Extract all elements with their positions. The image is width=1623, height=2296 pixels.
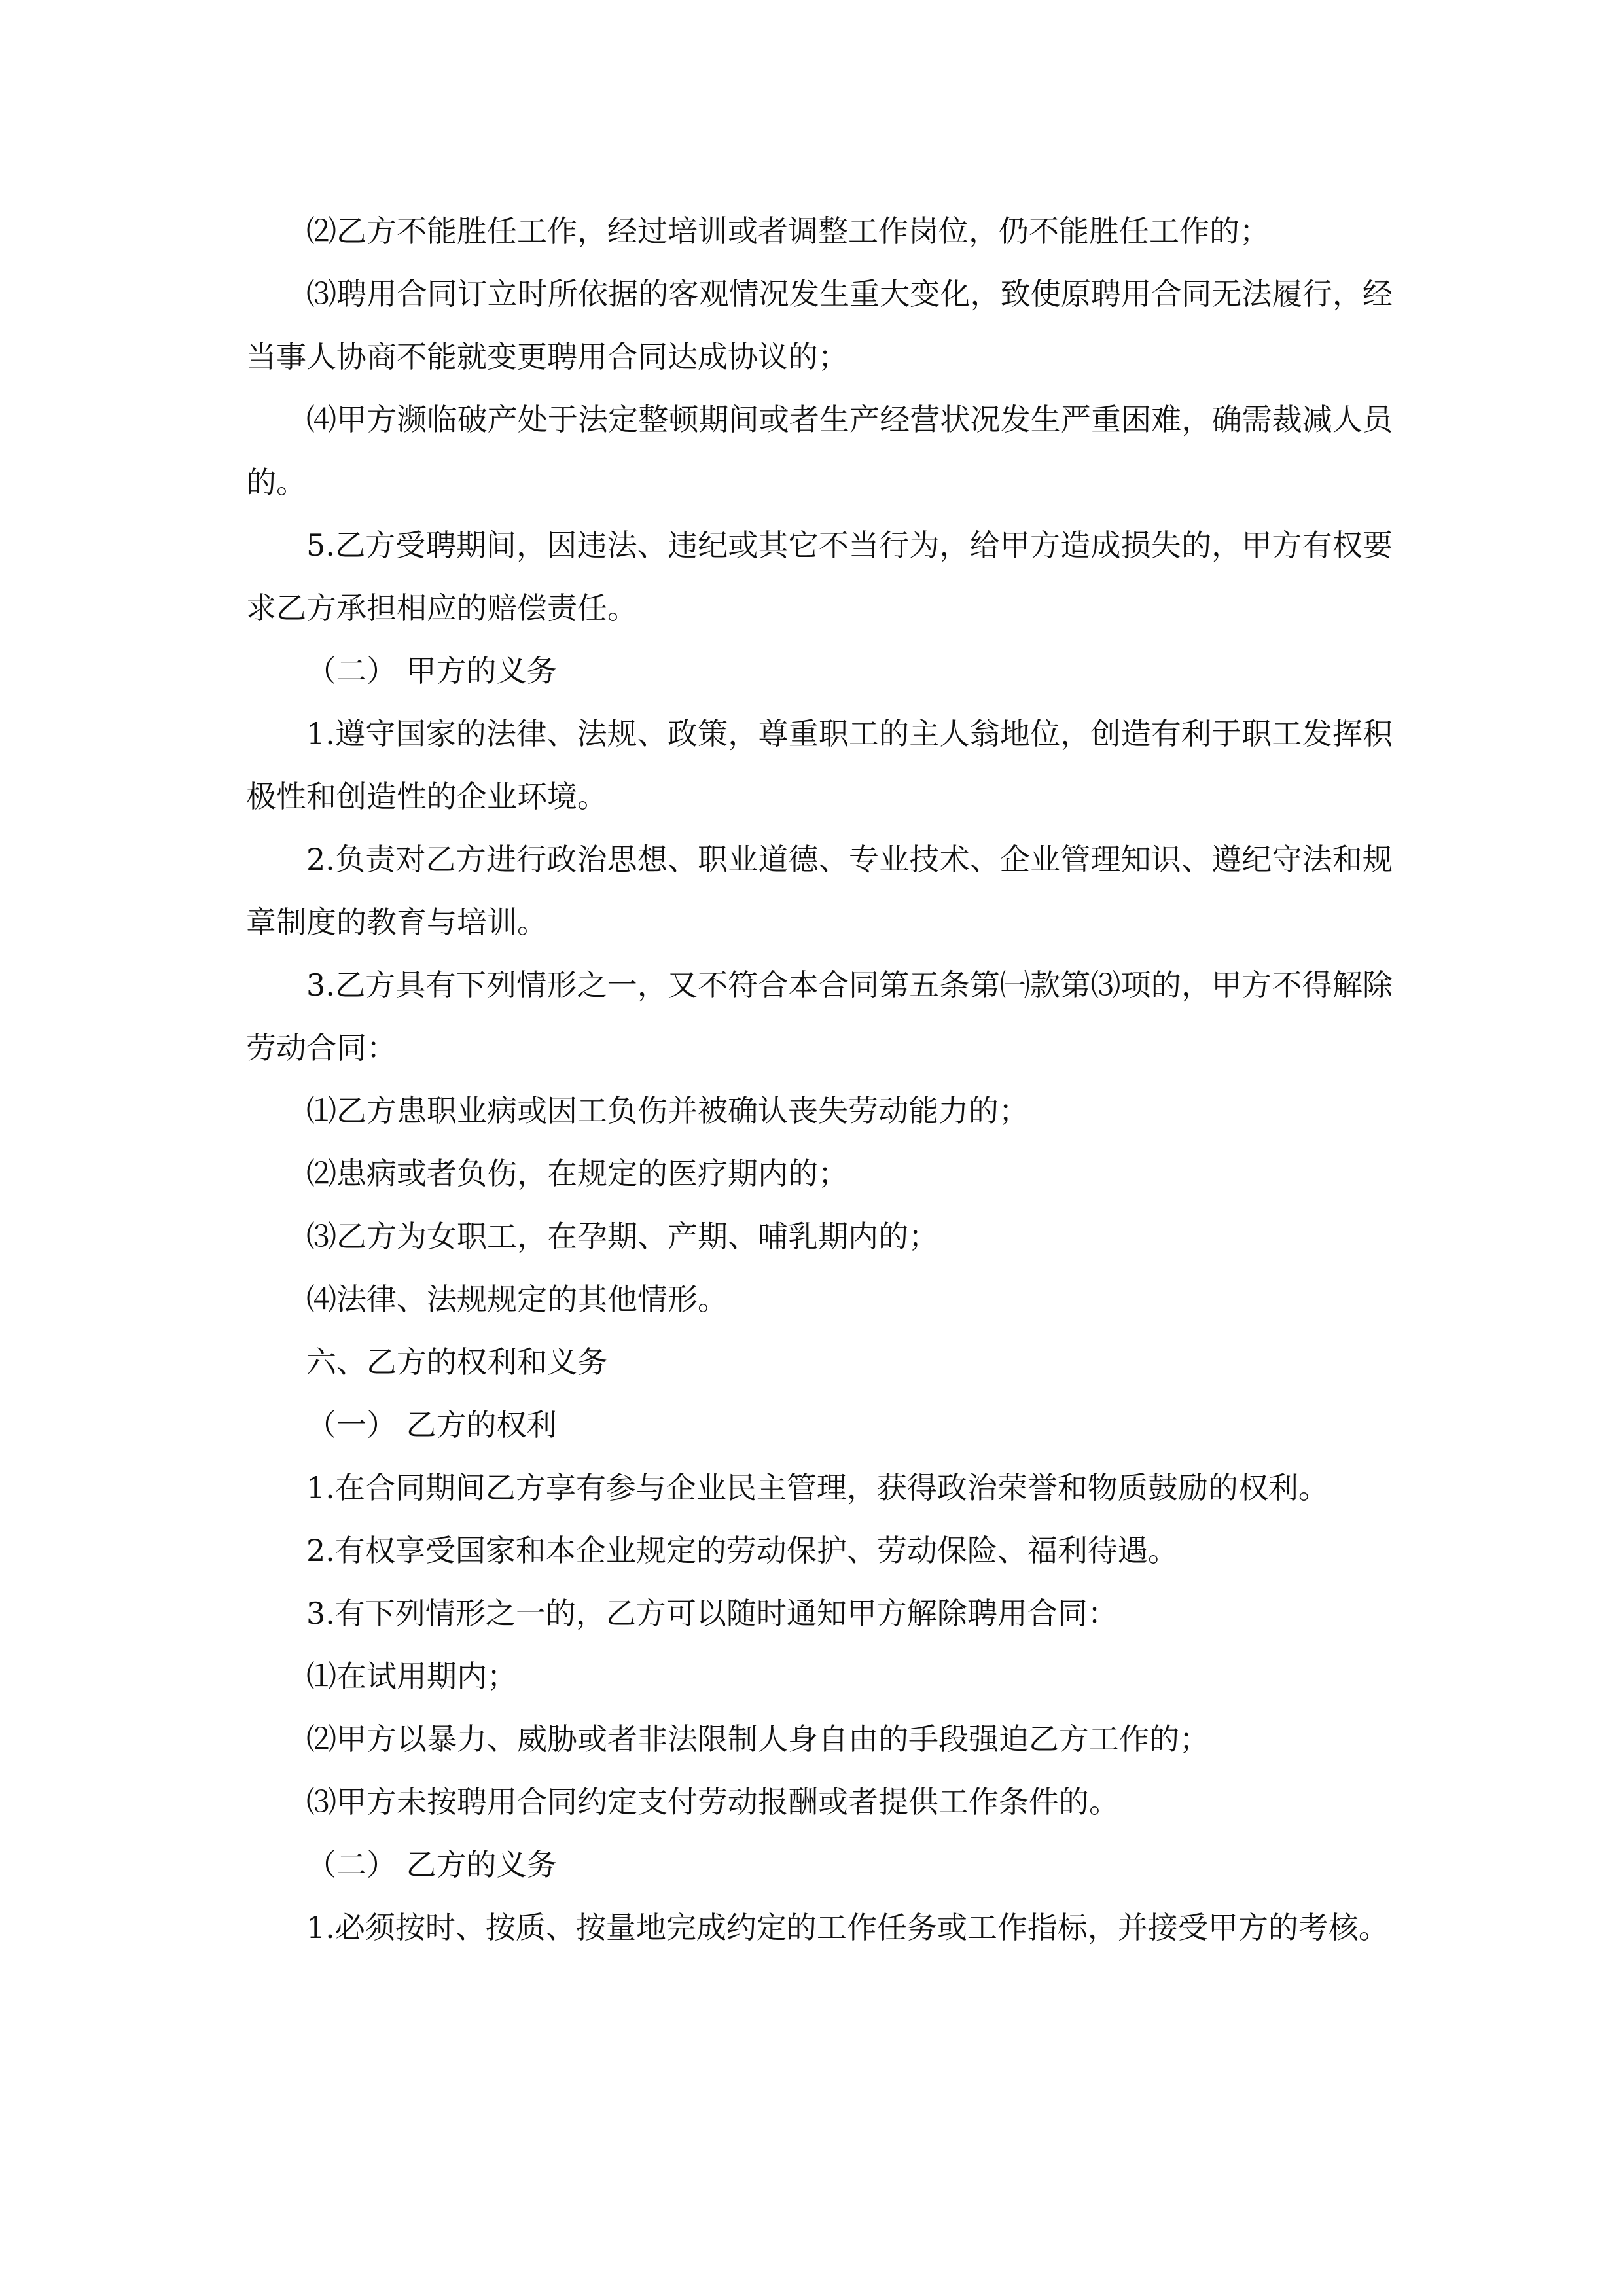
paragraph: 1.遵守国家的法律、法规、政策，尊重职工的主人翁地位，创造有利于职工发挥积极性和创造性的企业环境。 [246, 716, 1393, 814]
paragraph: ⑶聘用合同订立时所依据的客观情况发生重大变化，致使原聘用合同无法履行，经当事人协商不能就变更聘用合同达成协议的； [246, 276, 1393, 374]
paragraph: 2.有权享受国家和本企业规定的劳动保护、劳动保险、福利待遇。 [306, 1533, 1178, 1568]
section-heading: （一） 乙方的权利 [306, 1407, 557, 1443]
paragraph: 2.负责对乙方进行政治思想、职业道德、专业技术、企业管理知识、遵纪守法和规章制度的教育与培训。 [246, 842, 1393, 940]
paragraph: ⑶乙方为女职工，在孕期、产期、哺乳期内的； [306, 1219, 938, 1254]
paragraph: ⑷甲方濒临破产处于法定整顿期间或者生产经营状况发生严重困难，确需裁减人员的。 [246, 402, 1393, 500]
paragraph: ⑶甲方未按聘用合同约定支付劳动报酬或者提供工作条件的。 [306, 1784, 1119, 1820]
paragraph: 3.乙方具有下列情形之一，又不符合本合同第五条第㈠款第⑶项的，甲方不得解除劳动合同： [246, 967, 1393, 1066]
paragraph: ⑵甲方以暴力、威胁或者非法限制人身自由的手段强迫乙方工作的； [306, 1721, 1209, 1757]
section-heading: （二） 乙方的义务 [306, 1847, 557, 1882]
paragraph: ⑵乙方不能胜任工作，经过培训或者调整工作岗位，仍不能胜任工作的； [306, 213, 1270, 249]
paragraph: 1.在合同期间乙方享有参与企业民主管理，获得政治荣誉和物质鼓励的权利。 [306, 1470, 1329, 1505]
paragraph: 1.必须按时、按质、按量地完成约定的工作任务或工作指标，并接受甲方的考核。 [306, 1910, 1389, 1945]
paragraph: ⑴在试用期内； [306, 1659, 517, 1694]
paragraph: ⑵患病或者负伤，在规定的医疗期内的； [306, 1156, 848, 1191]
chapter-heading: 六、乙方的权利和义务 [306, 1344, 607, 1380]
section-heading: （二） 甲方的义务 [306, 653, 557, 689]
paragraph: ⑴乙方患职业病或因工负伤并被确认丧失劳动能力的； [306, 1093, 1029, 1128]
paragraph: ⑷法律、法规规定的其他情形。 [306, 1282, 728, 1317]
document-body [246, 200, 1393, 1959]
paragraph: 5.乙方受聘期间，因违法、违纪或其它不当行为，给甲方造成损失的，甲方有权要求乙方承担相应的赔偿责任。 [246, 528, 1393, 626]
paragraph: 3.有下列情形之一的，乙方可以随时通知甲方解除聘用合同： [306, 1596, 1118, 1631]
